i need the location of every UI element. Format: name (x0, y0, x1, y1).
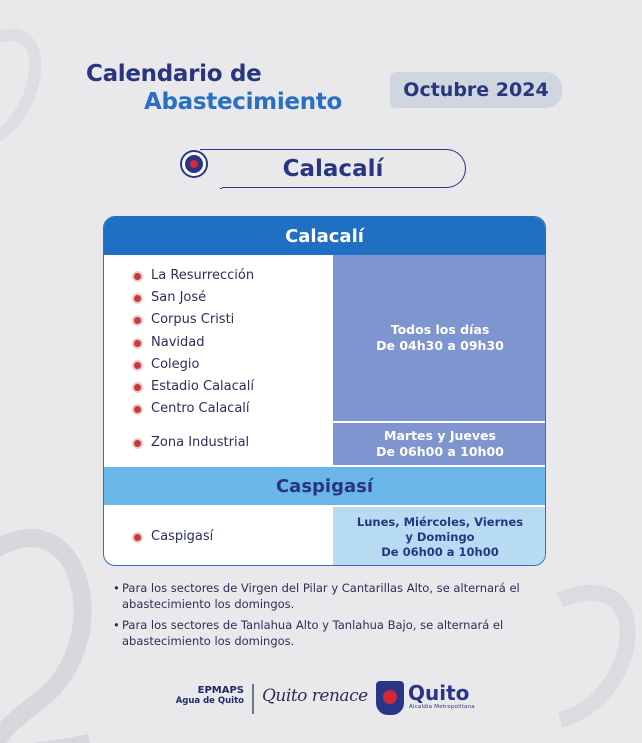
location-header (182, 148, 466, 190)
list-item (134, 309, 254, 331)
schedule-hours: De 06h00 a 10h00 (376, 444, 504, 459)
schedule-table (103, 216, 546, 566)
schedule-days-line2: y Domingo (405, 529, 475, 544)
list-item (134, 354, 254, 376)
sector-name: San José (151, 290, 207, 306)
month-badge: Octubre 2024 (390, 72, 562, 108)
sector-list-secondary (134, 432, 249, 454)
bullet-icon (134, 406, 141, 413)
epmaps-name: EPMAPS (197, 685, 244, 696)
quito-seal-icon (376, 681, 404, 715)
list-item (134, 398, 254, 420)
sector-name: Colegio (151, 356, 200, 372)
location-name: Calacalí (282, 156, 384, 182)
schedule-days: Todos los días (390, 322, 490, 337)
bullet-icon (134, 340, 141, 347)
epmaps-sub: Agua de Quito (175, 696, 244, 706)
list-item (134, 332, 254, 354)
sector-name: Centro Calacalí (151, 401, 250, 417)
sector-list-caspigasi (134, 526, 213, 548)
slogan-logo: Quito renace (262, 686, 368, 706)
footer-divider (252, 684, 254, 714)
sector-list-main (134, 265, 254, 420)
schedule-hours: De 06h00 a 10h00 (381, 544, 499, 559)
schedule-days-line1: Lunes, Miércoles, Viernes (356, 514, 524, 529)
note-item: • Para los sectores de Tanlahua Alto y Tanlahua Bajo, se alternará el abastecimiento los domingos. (113, 618, 543, 649)
bullet-icon (134, 295, 141, 302)
list-item (134, 265, 254, 287)
schedule-cell-daily (333, 255, 546, 421)
page-title (86, 60, 342, 116)
schedule-cell-caspigasi (333, 507, 546, 566)
list-item (134, 526, 213, 548)
list-item (134, 376, 254, 398)
section-header-calacali: Calacalí (104, 217, 545, 255)
schedule-days: Martes y Jueves (384, 428, 496, 443)
notes (113, 581, 543, 655)
bullet-icon (134, 534, 141, 541)
title-line-2: Abastecimiento (144, 89, 343, 115)
title-line-1: Calendario de (86, 61, 262, 87)
list-item (134, 432, 249, 454)
bullet-icon (134, 440, 141, 447)
sector-name: Caspigasí (151, 529, 214, 544)
schedule-hours: De 04h30 a 09h30 (376, 338, 504, 353)
quito-logo-text: Quito (408, 681, 470, 705)
bullet-icon (134, 362, 141, 369)
sector-name: Corpus Cristi (151, 312, 235, 328)
epmaps-logo (173, 685, 244, 707)
bullet-icon (134, 384, 141, 391)
location-marker-icon (182, 152, 206, 176)
bullet-icon (134, 317, 141, 324)
note-item: • Para los sectores de Virgen del Pilar y Cantarillas Alto, se alternará el abastecimiento los domingos. (113, 581, 543, 612)
sector-name: Navidad (151, 334, 205, 350)
section-header-caspigasi: Caspigasí (104, 467, 545, 505)
quito-logo-sub: Alcaldía Metropolitana (409, 704, 475, 710)
bullet-icon (134, 273, 141, 280)
list-item (134, 287, 254, 309)
sector-name: La Resurrección (151, 268, 255, 283)
schedule-cell-tue-thu (333, 423, 546, 465)
footer-logos (0, 680, 642, 720)
sector-name: Zona Industrial (151, 435, 250, 450)
sector-name: Estadio Calacalí (151, 378, 254, 394)
